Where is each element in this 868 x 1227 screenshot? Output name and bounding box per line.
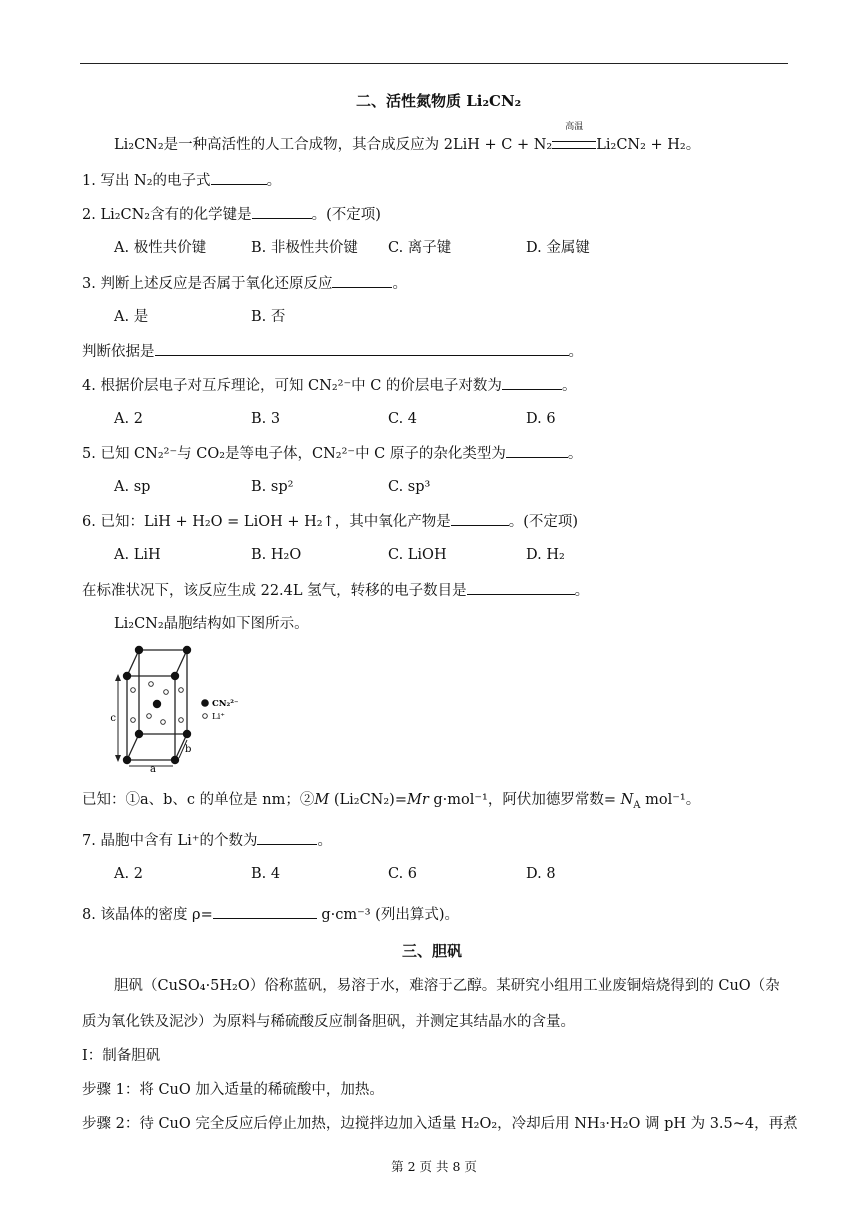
header-rule xyxy=(80,63,788,64)
question-5-text: 5. 已知 CN₂²⁻与 CO₂是等电子体，CN₂²⁻中 C 原子的杂化类型为 xyxy=(82,446,506,462)
question-2 xyxy=(82,204,381,225)
section2-intro xyxy=(114,122,701,155)
question-7-text: 7. 晶胞中含有 Li⁺的个数为 xyxy=(82,833,258,849)
question-5 xyxy=(82,443,582,464)
legend-cn2: CN₂²⁻ xyxy=(212,699,239,709)
known-mid2: g·mol⁻¹，阿伏加德罗常数= xyxy=(428,792,621,808)
q6-option-c[interactable]: C. LiOH xyxy=(388,547,447,563)
question-8-text: 8. 该晶体的密度 ρ= xyxy=(82,907,213,923)
known-conditions xyxy=(82,790,700,816)
q5-option-c[interactable]: C. sp³ xyxy=(388,479,431,495)
q6-option-a[interactable]: A. LiH xyxy=(114,547,161,563)
axis-a-label: a xyxy=(150,764,156,772)
period: 。 xyxy=(392,276,407,292)
question-4 xyxy=(82,375,576,396)
answer-blank[interactable] xyxy=(502,375,562,390)
question-3 xyxy=(82,273,407,294)
step-1: 步骤 1：将 CuO 加入适量的稀硫酸中，加热。 xyxy=(82,1082,384,1098)
condition-label: 高温 xyxy=(565,122,584,132)
intro-reaction-products: Li₂CN₂ + H₂。 xyxy=(596,137,701,153)
q5-option-a[interactable]: A. sp xyxy=(114,479,151,495)
section3-intro-line1: 胆矾（CuSO₄·5H₂O）俗称蓝矾，易溶于水，难溶于乙醇。某研究小组用工业废铜焙烧得到的 CuO（杂 xyxy=(114,978,780,994)
q4-option-a[interactable]: A. 2 xyxy=(114,411,143,427)
q3-option-b[interactable]: B. 否 xyxy=(251,309,286,325)
basis-line xyxy=(82,341,583,362)
crystal-intro: Li₂CN₂晶胞结构如下图所示。 xyxy=(114,616,309,632)
reaction-condition xyxy=(552,122,596,149)
question-2-text: 2. Li₂CN₂含有的化学键是 xyxy=(82,207,252,223)
answer-blank[interactable] xyxy=(252,204,312,219)
period: 。 xyxy=(266,173,282,189)
basis-label: 判断依据是 xyxy=(82,344,155,360)
section3-title: 三、胆矾 xyxy=(402,942,463,960)
unit-cell-diagram xyxy=(108,640,248,772)
q6-option-d[interactable]: D. H₂ xyxy=(526,547,565,563)
q2-option-d[interactable]: D. 金属键 xyxy=(526,240,590,256)
standard-conditions-question xyxy=(82,580,589,601)
q3-option-a[interactable]: A. 是 xyxy=(114,309,149,325)
known-mid: (Li₂CN₂)= xyxy=(329,792,407,808)
q4-option-b[interactable]: B. 3 xyxy=(251,411,281,427)
molar-mass-symbol: M xyxy=(314,792,330,808)
question-6 xyxy=(82,511,578,532)
q7-option-c[interactable]: C. 6 xyxy=(388,866,418,882)
answer-blank[interactable] xyxy=(467,580,575,595)
axis-c-label: c xyxy=(110,713,116,724)
avogadro-symbol: N xyxy=(620,792,634,808)
q2-option-a[interactable]: A. 极性共价键 xyxy=(114,240,207,256)
section2-title: 二、活性氮物质 Li₂CN₂ xyxy=(356,92,522,110)
question-2-note: 。(不定项) xyxy=(311,207,381,223)
answer-blank[interactable] xyxy=(155,341,569,356)
q4-option-c[interactable]: C. 4 xyxy=(388,411,418,427)
q6-option-b[interactable]: B. H₂O xyxy=(251,547,302,563)
question-3-text: 3. 判断上述反应是否属于氧化还原反应 xyxy=(82,276,333,292)
question-1 xyxy=(82,170,281,191)
answer-blank[interactable] xyxy=(332,273,392,288)
answer-blank[interactable] xyxy=(211,170,267,185)
q7-option-d[interactable]: D. 8 xyxy=(526,866,556,882)
q7-option-a[interactable]: A. 2 xyxy=(114,866,143,882)
answer-blank[interactable] xyxy=(451,511,509,526)
period: 。 xyxy=(317,833,332,849)
std-text: 在标准状况下，该反应生成 22.4L 氢气，转移的电子数目是 xyxy=(82,583,467,599)
page-footer: 第 2 页 共 8 页 xyxy=(391,1159,477,1174)
question-8 xyxy=(82,904,459,925)
q4-option-d[interactable]: D. 6 xyxy=(526,411,556,427)
axis-b-label: b xyxy=(185,744,192,755)
period: 。 xyxy=(567,446,583,462)
period: 。 xyxy=(561,378,577,394)
step-2: 步骤 2：待 CuO 完全反应后停止加热，边搅拌边加入适量 H₂O₂，冷却后用 NH₃·H₂O 调 pH 为 3.5~4，再煮 xyxy=(82,1116,798,1132)
period: 。 xyxy=(574,583,590,599)
part1-heading: I：制备胆矾 xyxy=(82,1048,161,1064)
known-end: mol⁻¹。 xyxy=(640,792,701,808)
legend-li: Li⁺ xyxy=(212,712,225,722)
q5-option-b[interactable]: B. sp² xyxy=(251,479,294,495)
question-8-unit: g·cm⁻³ (列出算式)。 xyxy=(316,907,459,923)
q7-option-b[interactable]: B. 4 xyxy=(251,866,281,882)
answer-blank[interactable] xyxy=(257,830,317,845)
answer-blank[interactable] xyxy=(506,443,568,458)
known-prefix: 已知：①a、b、c 的单位是 nm；② xyxy=(82,792,315,808)
question-6-note: 。(不定项) xyxy=(508,514,579,530)
q2-option-c[interactable]: C. 离子键 xyxy=(388,240,452,256)
avogadro-subscript: A xyxy=(633,799,641,811)
question-7 xyxy=(82,830,332,851)
question-4-text: 4. 根据价层电子对互斥理论，可知 CN₂²⁻中 C 的价层电子对数为 xyxy=(82,378,502,394)
question-6-text: 6. 已知：LiH + H₂O = LiOH + H₂↑，其中氧化产物是 xyxy=(82,514,451,530)
intro-reaction-text: Li₂CN₂是一种高活性的人工合成物，其合成反应为 2LiH + C + N₂ xyxy=(114,137,553,153)
period: 。 xyxy=(568,344,583,360)
mr-symbol: Mr xyxy=(406,792,429,808)
question-1-text: 1. 写出 N₂的电子式 xyxy=(82,173,211,189)
answer-blank[interactable] xyxy=(213,904,317,919)
section3-intro-line2: 质为氧化铁及泥沙）为原料与稀硫酸反应制备胆矾，并测定其结晶水的含量。 xyxy=(82,1014,575,1030)
q2-option-b[interactable]: B. 非极性共价键 xyxy=(251,240,358,256)
